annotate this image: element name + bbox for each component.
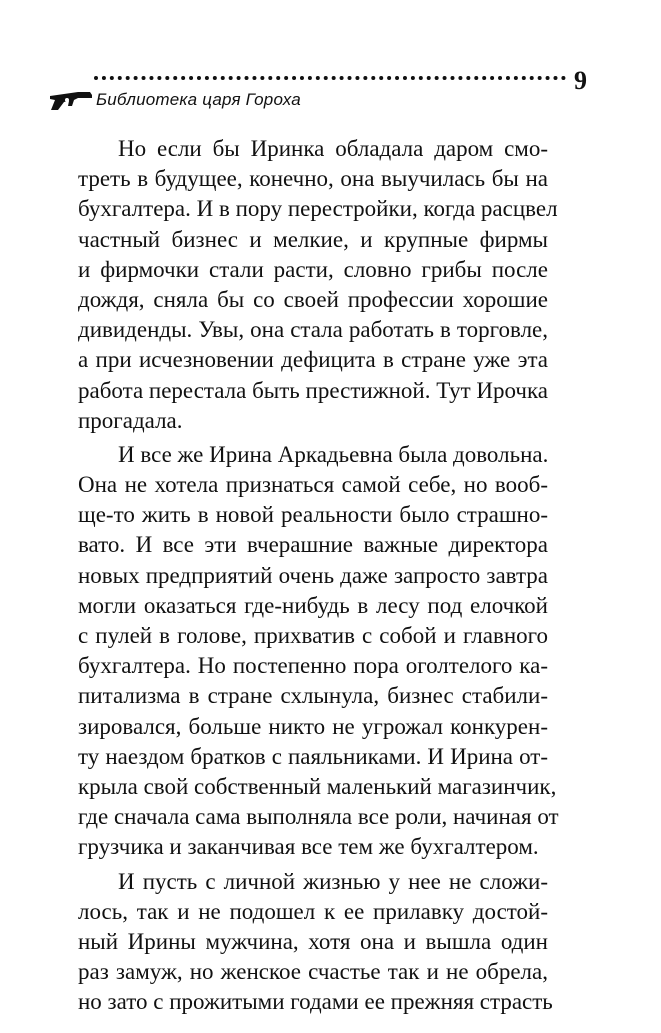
paragraph [78,440,559,863]
paragraph [78,134,558,436]
text-line: ту наездом братков с паяльниками. И Ирина от- [78,743,548,769]
text-line: зировался, больше никто не угрожал конкурен- [78,713,548,739]
text-line: частный бизнес и мелкие, и крупные фирмы [78,226,548,252]
running-header [44,66,624,124]
text-line: бухгалтера. И в пору перестройки, когда расцвел [78,196,558,222]
page-number: 9 [574,66,587,95]
text-line: с пулей в голове, прихватив с собой и главного [78,623,548,648]
text-line: работа перестала быть престижной. Тут Ирочка [78,377,549,403]
text-line: Она не хотела признаться самой себе, но вооб- [78,472,548,498]
text-line: могли оказаться где-нибудь в лесу под елочкой [78,592,548,618]
text-line: лось, так и не подошел к ее прилавку достой- [78,898,548,924]
text-line: где сначала сама выполняла все роли, начиная от [78,804,559,830]
paragraph [78,867,553,1018]
text-line: раз замуж, но женское счастье так и не обрела, [78,959,548,985]
text-line: и фирмочки стали расти, словно грибы после [78,256,548,282]
text-line: И все же Ирина Аркадьевна была довольна. [118,441,549,467]
text-line: ще-то жить в новой реальности было страшно- [78,502,548,528]
text-line: дождя, сняла бы со своей профессии хорошие [78,286,548,312]
text-line: грузчика и заканчивая все тем же бухгалтером. [78,834,539,860]
body-text [78,134,559,1017]
running-title: Библиотека царя Гороха [96,90,301,109]
text-line: крыла свой собственный маленький магазинчик, [78,773,557,799]
text-line: ный Ирины мужчина, хотя она и вышла один [78,928,548,954]
text-line: но зато с прожитыми годами ее прежняя страсть [78,989,553,1015]
text-line: треть в будущее, конечно, она выучилась бы на [78,166,548,192]
text-line: Но если бы Иринка обладала даром смо- [118,136,548,161]
text-line: И пусть с личной жизнью у нее не сложи- [118,868,548,894]
text-line: питализма в стране схлынула, бизнес стабили- [78,683,548,709]
header-dotted-rule [94,76,566,80]
text-line: вато. И все эти вчерашние важные директора [78,532,548,558]
text-line: прогадала. [78,407,183,433]
text-line: дивиденды. Увы, она стала работать в торговле, [78,317,548,343]
text-line: новых предприятий очень даже запросто завтра [78,562,548,588]
text-line: бухгалтера. Но постепенно пора оголтелого ка- [78,653,548,679]
text-line: а при исчезновении дефицита в стране уже эта [78,347,548,373]
revolver-icon [48,86,94,112]
